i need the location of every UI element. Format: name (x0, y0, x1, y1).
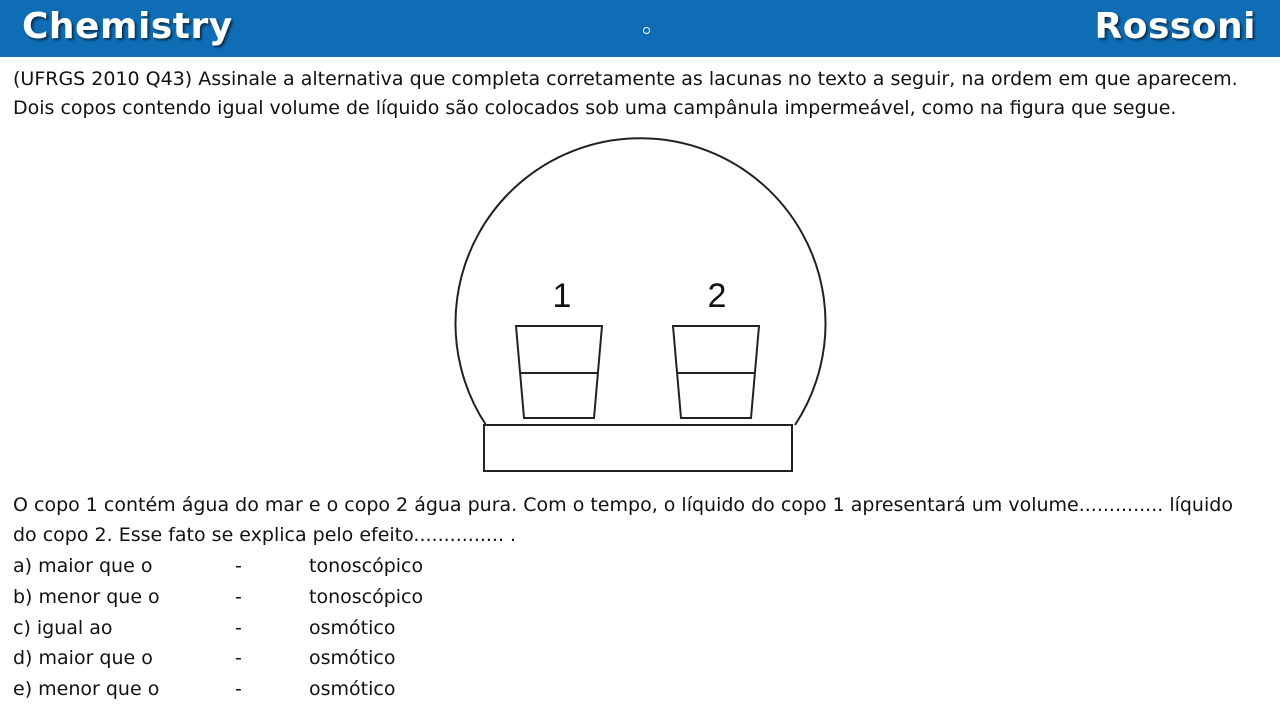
option-dash: - (235, 617, 242, 639)
question-line-4: do copo 2. Esse fato se explica pelo efeito............... . (13, 524, 517, 546)
option-value: osmótico (309, 647, 396, 669)
option-dash: - (235, 647, 242, 669)
option-label: d) maior que o (13, 647, 153, 669)
option-dash: - (235, 678, 242, 700)
title-bar (0, 0, 1280, 57)
subject-title: Chemistry (22, 6, 233, 47)
author-title: Rossoni (1094, 6, 1256, 47)
question-line-1: (UFRGS 2010 Q43) Assinale a alternativa que completa corretamente as lacunas no texto a seguir, na ordem em que aparecem. (13, 68, 1238, 90)
option-value: tonoscópico (309, 555, 424, 577)
option-dash: - (235, 555, 242, 577)
option-dash: - (235, 586, 242, 608)
question-line-3: O copo 1 contém água do mar e o copo 2 água pura. Com o tempo, o líquido do copo 1 apresentará um volume.............. líquido (13, 494, 1233, 516)
bell-jar-dome (456, 138, 826, 425)
cup-2-label: 2 (707, 277, 727, 315)
option-value: tonoscópico (309, 586, 424, 608)
cup-1-label: 1 (552, 277, 572, 315)
option-label: e) menor que o (13, 678, 160, 700)
option-label: a) maior que o (13, 555, 153, 577)
bell-jar-base (484, 425, 792, 471)
option-value: osmótico (309, 617, 396, 639)
option-label: b) menor que o (13, 586, 160, 608)
center-dot-icon (643, 27, 650, 34)
option-value: osmótico (309, 678, 396, 700)
question-line-2: Dois copos contendo igual volume de líquido são colocados sob uma campânula impermeável, como na figura que segue. (13, 97, 1177, 119)
option-label: c) igual ao (13, 617, 113, 639)
cup-2 (673, 326, 759, 418)
cup-1 (516, 326, 602, 418)
bell-jar-figure (440, 135, 840, 480)
